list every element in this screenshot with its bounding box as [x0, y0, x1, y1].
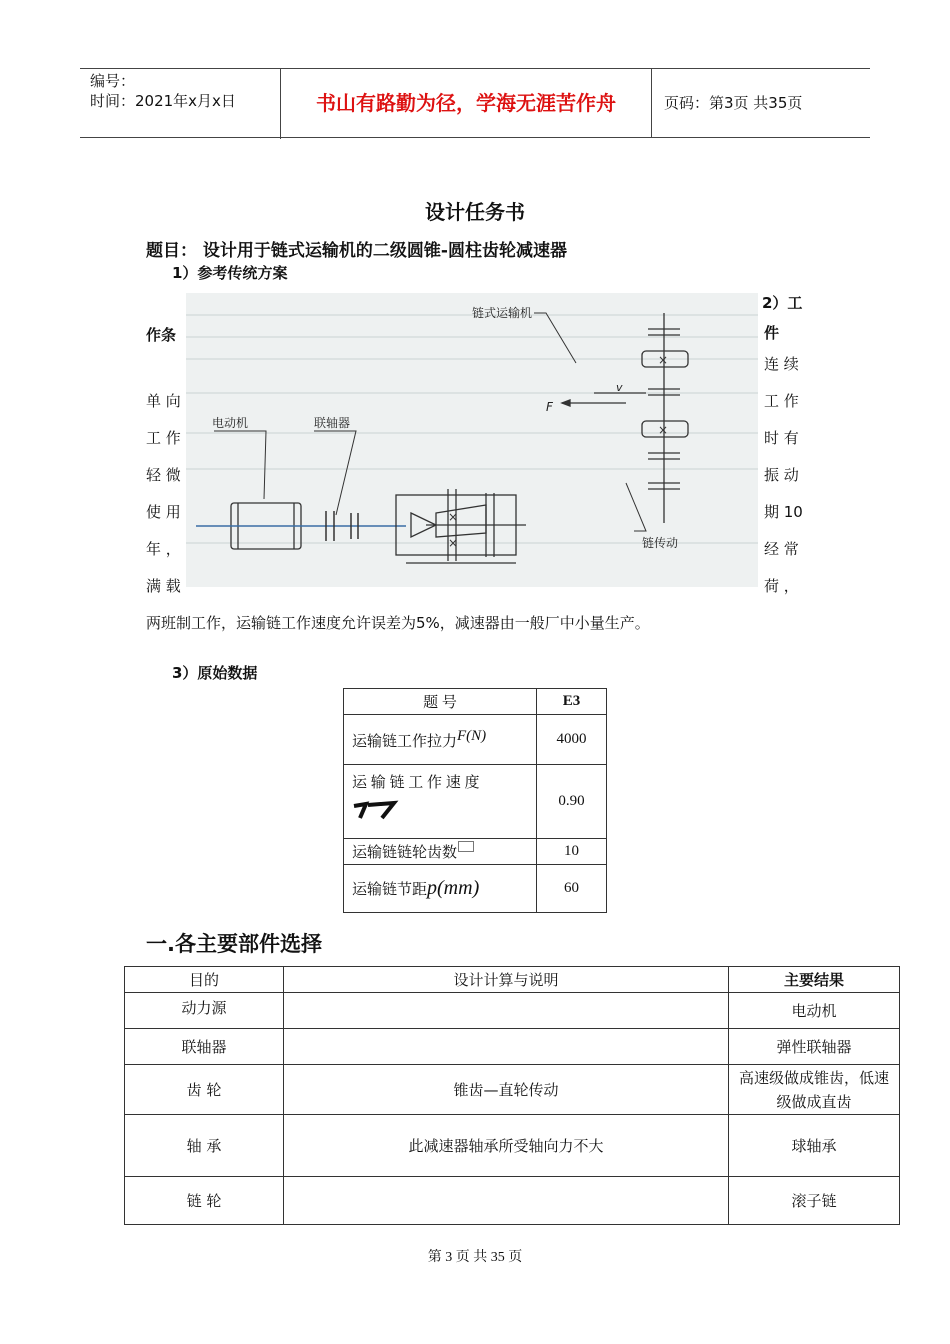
left-text-5: 年 ， [146, 540, 181, 558]
page-header [80, 68, 870, 138]
right-text-7: 荷 ， [764, 577, 799, 595]
right-text-4: 振 动 [764, 466, 799, 484]
chain-drive-label: 链传动 [642, 536, 679, 550]
parts-desc-cell [284, 1177, 729, 1225]
reducer-symbol [396, 489, 526, 563]
coupling-label: 联轴器 [314, 416, 351, 430]
right-text-1: 连 续 [764, 355, 799, 373]
row-label-speed: 运 输 链 工 作 速 度 [352, 775, 480, 791]
parts-result-cell: 高速级做成锥齿，低速级做成直齿 [729, 1065, 900, 1115]
transmission-scheme-figure [186, 293, 758, 587]
header-motto: 书山有路勤为径，学海无涯苦作舟 [281, 69, 652, 137]
motor-symbol [196, 503, 406, 549]
data-label-cell [344, 865, 537, 913]
parts-purpose-cell: 齿 轮 [125, 1065, 284, 1115]
header-page-info: 页码：第3页 共35页 [664, 94, 803, 112]
table-row [125, 993, 900, 1029]
row-value-speed: 0.90 [537, 765, 607, 839]
row-value-pitch: 60 [537, 865, 607, 913]
svg-text:×: × [658, 423, 669, 437]
table-row [125, 1115, 900, 1177]
svg-text:×: × [448, 536, 459, 550]
table-row [125, 1065, 900, 1115]
header-cell-topic: 题 号 [344, 689, 537, 715]
left-text-4: 使 用 [146, 503, 181, 521]
table-row [344, 765, 607, 839]
section-2-part-c: 作条 [146, 326, 177, 344]
speed-unit-glyph [352, 800, 400, 820]
table-row [125, 1029, 900, 1065]
motor-label: 电动机 [212, 416, 249, 430]
table-row [344, 865, 607, 913]
table-row [344, 839, 607, 865]
left-text-6: 满 载 [146, 577, 181, 595]
page-footer: 第 3 页 共 35 页 [427, 1250, 523, 1265]
row-value-force: 4000 [537, 715, 607, 765]
left-text-2: 工 作 [146, 429, 181, 447]
right-text-6: 经 常 [764, 540, 799, 558]
section-3-heading: 3）原始数据 [172, 664, 258, 682]
parts-header-purpose: 目的 [125, 967, 284, 993]
table-row [344, 715, 607, 765]
topic-line: 题目： 设计用于链式运输机的二级圆锥-圆柱齿轮减速器 [146, 241, 567, 261]
svg-text:×: × [448, 510, 459, 524]
conveyor-label: 链式运输机 [472, 306, 533, 320]
row-label-teeth: 运输链链轮齿数 [352, 845, 458, 861]
parts-purpose-cell: 轴 承 [125, 1115, 284, 1177]
data-label-cell [344, 839, 537, 865]
parts-purpose-cell: 联轴器 [125, 1029, 284, 1065]
section-2-part-a: 2）工 [762, 294, 803, 312]
left-text-1: 单 向 [146, 392, 181, 410]
conveyor-shaft-symbol [562, 313, 688, 523]
right-text-5: 期 10 [764, 503, 803, 521]
velocity-label: v [616, 381, 623, 394]
row-value-teeth: 10 [537, 839, 607, 865]
date-label: 时间：2021年x月x日 [90, 92, 236, 110]
original-data-table [343, 688, 607, 913]
section-1-heading: 1）参考传统方案 [172, 264, 288, 282]
left-text-3: 轻 微 [146, 466, 181, 484]
right-text-2: 工 作 [764, 392, 799, 410]
header-cell-e3: E3 [537, 689, 607, 715]
parts-selection-table [124, 966, 900, 1225]
right-text-3: 时 有 [764, 429, 799, 447]
parts-purpose-cell: 动力源 [125, 993, 284, 1029]
force-label: F [546, 400, 553, 414]
row-label-force: 运输链工作拉力 [352, 734, 458, 750]
table-header-row [344, 689, 607, 715]
parts-header-desc: 设计计算与说明 [284, 967, 729, 993]
transmission-scheme-drawing [186, 293, 758, 587]
section-2-part-b: 件 [764, 324, 780, 342]
teeth-unit-placeholder-icon [458, 841, 474, 852]
header-meta [80, 69, 281, 139]
data-label-cell [344, 765, 537, 839]
parts-result-cell: 电动机 [729, 993, 900, 1029]
document-title: 设计任务书 [425, 200, 525, 224]
parts-desc-cell: 此减速器轴承所受轴向力不大 [284, 1115, 729, 1177]
parts-result-cell: 球轴承 [729, 1115, 900, 1177]
parts-purpose-cell: 链 轮 [125, 1177, 284, 1225]
svg-text:×: × [658, 353, 669, 367]
row-unit-force: F(N) [457, 728, 487, 744]
data-label-cell [344, 715, 537, 765]
row-unit-pitch: p(mm) [427, 877, 480, 899]
conditions-tail: 两班制工作，运输链工作速度允许误差为5%，减速器由一般厂中小量生产。 [146, 614, 650, 632]
parts-header-result: 主要结果 [729, 967, 900, 993]
parts-result-cell: 弹性联轴器 [729, 1029, 900, 1065]
parts-header-row [125, 967, 900, 993]
parts-desc-cell: 锥齿—直轮传动 [284, 1065, 729, 1115]
table-row [125, 1177, 900, 1225]
parts-result-cell: 滚子链 [729, 1177, 900, 1225]
parts-desc-cell [284, 1029, 729, 1065]
section-heading-parts: 一.各主要部件选择 [146, 932, 322, 956]
code-label: 编号： [90, 72, 136, 90]
row-label-pitch: 运输链节距 [352, 882, 428, 898]
parts-desc-cell [284, 993, 729, 1029]
